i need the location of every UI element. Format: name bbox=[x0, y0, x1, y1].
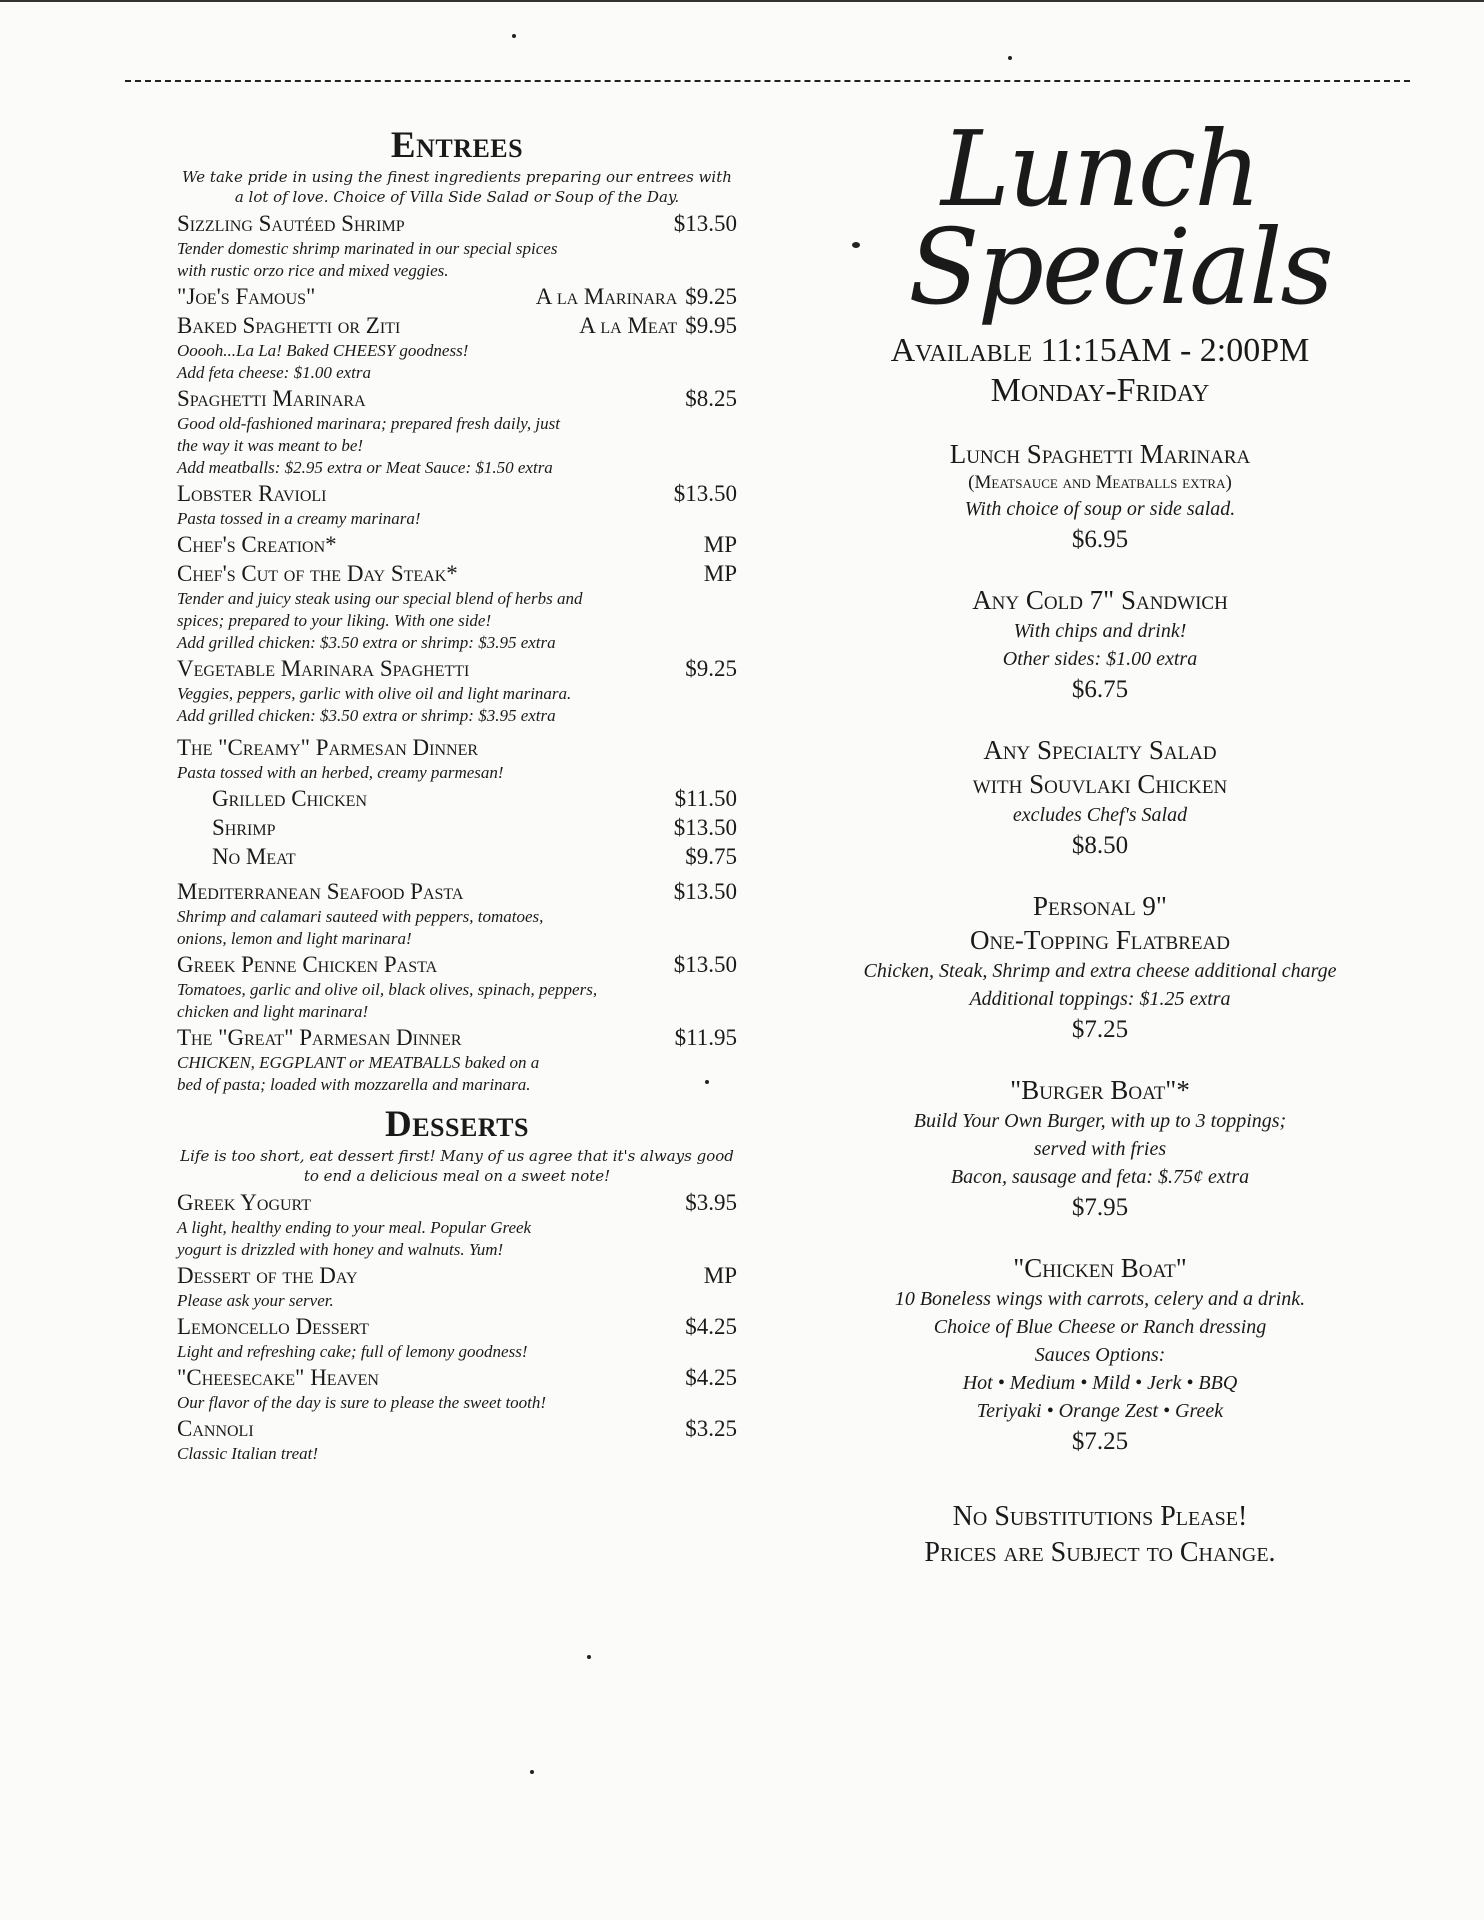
menu-item bbox=[177, 209, 737, 282]
menu-item-row bbox=[177, 654, 737, 683]
hours: Available 11:15AM - 2:00PM bbox=[890, 332, 1310, 369]
scan-speck bbox=[512, 34, 516, 38]
special-name: "Chicken Boat" bbox=[1013, 1253, 1187, 1283]
special-description: Teriyaki • Orange Zest • Greek bbox=[976, 1400, 1224, 1422]
menu-item-row bbox=[177, 1414, 737, 1443]
menu-item bbox=[177, 1023, 737, 1096]
special-name: "Burger Boat"* bbox=[1010, 1075, 1190, 1105]
menu-item-price: $13.50 bbox=[673, 481, 737, 506]
entrees-title: Entrees bbox=[390, 125, 524, 166]
menu-item-row bbox=[177, 1188, 737, 1217]
menu-item-name: The "Great" Parmesan Dinner bbox=[177, 1025, 462, 1050]
menu-item-description: CHICKEN, EGGPLANT or MEATBALLS baked on a bbox=[177, 1053, 540, 1072]
special-description: 10 Boneless wings with carrots, celery and a drink. bbox=[894, 1288, 1306, 1310]
menu-item-name: "Cheesecake" Heaven bbox=[177, 1365, 379, 1390]
menu-item-price: $13.50 bbox=[673, 211, 737, 236]
menu-item-description: yogurt is drizzled with honey and walnuts. Yum! bbox=[177, 1240, 504, 1259]
closing-notice bbox=[820, 1499, 1380, 1571]
special-name: Any Specialty Salad bbox=[983, 735, 1217, 765]
right-column bbox=[820, 108, 1380, 1571]
menu-item-description: A light, healthy ending to your meal. Popular Greek bbox=[177, 1218, 532, 1237]
desserts-title: Desserts bbox=[385, 1104, 529, 1145]
lunch-special bbox=[820, 437, 1380, 557]
menu-item-name: Shrimp bbox=[212, 815, 276, 840]
title-line-lunch: Lunch bbox=[940, 108, 1260, 230]
special-price: $7.25 bbox=[1071, 1428, 1129, 1455]
special-name: Personal 9" bbox=[1033, 891, 1167, 921]
lunch-special bbox=[820, 889, 1380, 1047]
lunch-special bbox=[820, 583, 1380, 707]
menu-item-price: $9.25 bbox=[685, 284, 737, 309]
special-price: $8.50 bbox=[1071, 832, 1129, 859]
menu-item-row bbox=[177, 1363, 737, 1392]
menu-item-name: Lemoncello Dessert bbox=[177, 1314, 369, 1339]
menu-item bbox=[177, 1188, 737, 1261]
scan-speck bbox=[587, 1655, 591, 1659]
menu-item-name: Greek Yogurt bbox=[177, 1190, 312, 1215]
special-name: Any Cold 7" Sandwich bbox=[972, 585, 1228, 615]
menu-item bbox=[177, 530, 737, 559]
special-description: served with fries bbox=[1033, 1138, 1167, 1160]
menu-item-name: Sizzling Sautéed Shrimp bbox=[177, 211, 405, 236]
special-description: Other sides: $1.00 extra bbox=[1002, 648, 1198, 670]
menu-item-name: No Meat bbox=[212, 844, 296, 869]
menu-item bbox=[177, 282, 737, 311]
special-note: (Meatsauce and Meatballs extra) bbox=[968, 472, 1232, 493]
title-line-specials: Specials bbox=[908, 206, 1332, 328]
special-description: Choice of Blue Cheese or Ranch dressing bbox=[933, 1316, 1267, 1338]
lunch-special bbox=[820, 1251, 1380, 1459]
special-price: $6.75 bbox=[1071, 676, 1129, 703]
menu-item bbox=[177, 384, 737, 479]
special-name: with Souvlaki Chicken bbox=[972, 769, 1228, 799]
menu-item-description: chicken and light marinara! bbox=[177, 1002, 369, 1021]
days: Monday-Friday bbox=[990, 372, 1210, 409]
special-description: With choice of soup or side salad. bbox=[964, 498, 1236, 520]
menu-item-price: $13.50 bbox=[673, 952, 737, 977]
special-name: One-Topping Flatbread bbox=[970, 925, 1230, 955]
menu-item-row bbox=[177, 733, 737, 762]
special-description: Chicken, Steak, Shrimp and extra cheese additional charge bbox=[863, 960, 1337, 982]
menu-item bbox=[177, 559, 737, 654]
menu-item-price: $9.25 bbox=[685, 656, 737, 681]
menu-item-description: Add feta cheese: $1.00 extra bbox=[177, 363, 372, 382]
menu-item-description: Tender domestic shrimp marinated in our special spices bbox=[177, 239, 558, 258]
menu-item bbox=[177, 842, 737, 871]
menu-item-row bbox=[177, 530, 737, 559]
menu-item-name: Spaghetti Marinara bbox=[177, 386, 366, 411]
menu-item-description: Pasta tossed in a creamy marinara! bbox=[177, 509, 421, 528]
menu-item-price: $11.50 bbox=[674, 786, 737, 811]
menu-item bbox=[177, 733, 737, 784]
menu-item-description: Tomatoes, garlic and olive oil, black olives, spinach, peppers, bbox=[177, 980, 598, 999]
menu-item-description: onions, lemon and light marinara! bbox=[177, 929, 412, 948]
menu-item-row bbox=[212, 784, 737, 813]
menu-item-description: Pasta tossed with an herbed, creamy parmesan! bbox=[177, 763, 504, 782]
special-price: $6.95 bbox=[1071, 526, 1129, 553]
closing-line: No Substitutions Please! bbox=[952, 1501, 1248, 1532]
menu-item-description: with rustic orzo rice and mixed veggies. bbox=[177, 261, 449, 280]
lunch-special bbox=[820, 1073, 1380, 1225]
menu-item-price: $13.50 bbox=[673, 879, 737, 904]
menu-item-row bbox=[177, 1023, 737, 1052]
menu-item bbox=[177, 877, 737, 950]
menu-item-description: Light and refreshing cake; full of lemony goodness! bbox=[177, 1342, 528, 1361]
menu-item-name: The "Creamy" Parmesan Dinner bbox=[177, 735, 479, 760]
menu-item-price: MP bbox=[703, 561, 737, 586]
top-border bbox=[0, 0, 1484, 2]
menu-item-row bbox=[177, 282, 737, 311]
page-divider bbox=[125, 80, 1410, 82]
lunch-special bbox=[820, 733, 1380, 863]
menu-item-name: Lobster Ravioli bbox=[177, 481, 327, 506]
menu-item-row bbox=[177, 311, 737, 340]
menu-item-price: MP bbox=[703, 1263, 737, 1288]
special-name: Lunch Spaghetti Marinara bbox=[949, 439, 1251, 469]
menu-item bbox=[177, 311, 737, 384]
menu-item-name: Chef's Creation* bbox=[177, 532, 337, 557]
menu-item-row bbox=[177, 384, 737, 413]
menu-item-price: $9.95 bbox=[685, 313, 737, 338]
menu-item-row bbox=[177, 559, 737, 588]
special-price: $7.95 bbox=[1071, 1194, 1129, 1221]
menu-item bbox=[177, 1261, 737, 1312]
special-description: Build Your Own Burger, with up to 3 toppings; bbox=[913, 1110, 1287, 1132]
menu-item bbox=[177, 950, 737, 1023]
desserts-list bbox=[177, 1188, 737, 1465]
menu-item-name: Mediterranean Seafood Pasta bbox=[177, 879, 464, 904]
entrees-subtitle: We take pride in using the finest ingredients preparing our entrees with a lot of love. Choice of Villa Side Salad or Soup of the Day. bbox=[182, 168, 732, 206]
menu-item-price: $13.50 bbox=[673, 815, 737, 840]
menu-item-description: Add meatballs: $2.95 extra or Meat Sauce: $1.50 extra bbox=[177, 458, 553, 477]
menu-item bbox=[177, 1414, 737, 1465]
menu-item-price: $3.25 bbox=[685, 1416, 737, 1441]
special-description: Bacon, sausage and feta: $.75¢ extra bbox=[950, 1166, 1250, 1188]
menu-item-option: A la Marinara bbox=[535, 284, 678, 309]
menu-item-price: $4.25 bbox=[685, 1314, 737, 1339]
menu-item-name: Baked Spaghetti or Ziti bbox=[177, 313, 401, 338]
menu-item-row bbox=[177, 209, 737, 238]
menu-item-description: Veggies, peppers, garlic with olive oil and light marinara. bbox=[177, 684, 572, 703]
menu-item-price: MP bbox=[703, 532, 737, 557]
menu-item-description: Our flavor of the day is sure to please the sweet tooth! bbox=[177, 1393, 547, 1412]
menu-item bbox=[177, 813, 737, 842]
menu-item bbox=[177, 784, 737, 813]
menu-item-description: Good old-fashioned marinara; prepared fresh daily, just bbox=[177, 414, 560, 433]
menu-item-row bbox=[177, 1261, 737, 1290]
menu-item-description: Add grilled chicken: $3.50 extra or shrimp: $3.95 extra bbox=[177, 633, 556, 652]
menu-item-name: Grilled Chicken bbox=[212, 786, 368, 811]
menu-item bbox=[177, 654, 737, 727]
menu-item-row bbox=[177, 877, 737, 906]
menu-item-price: $3.95 bbox=[685, 1190, 737, 1215]
menu-item-row bbox=[177, 950, 737, 979]
menu-item-name: Vegetable Marinara Spaghetti bbox=[177, 656, 470, 681]
menu-item-description: Add grilled chicken: $3.50 extra or shrimp: $3.95 extra bbox=[177, 706, 556, 725]
menu-item-name: Dessert of the Day bbox=[177, 1263, 358, 1288]
menu-item-description: bed of pasta; loaded with mozzarella and marinara. bbox=[177, 1075, 531, 1094]
menu-item-description: spices; prepared to your liking. With one side! bbox=[177, 611, 492, 630]
special-description: With chips and drink! bbox=[1013, 620, 1187, 642]
menu-item-description: the way it was meant to be! bbox=[177, 436, 364, 455]
menu-item-description: Please ask your server. bbox=[177, 1291, 334, 1310]
menu-item bbox=[177, 1312, 737, 1363]
menu-item-price: $8.25 bbox=[685, 386, 737, 411]
menu-item-price: $9.75 bbox=[685, 844, 737, 869]
special-description: excludes Chef's Salad bbox=[1012, 804, 1188, 826]
left-column bbox=[177, 125, 737, 1465]
menu-item-name: Greek Penne Chicken Pasta bbox=[177, 952, 438, 977]
menu-item-price: $4.25 bbox=[685, 1365, 737, 1390]
menu-item-option: A la Meat bbox=[579, 313, 678, 338]
menu-item-name: "Joe's Famous" bbox=[177, 284, 316, 309]
menu-item bbox=[177, 1363, 737, 1414]
menu-item-row bbox=[177, 1312, 737, 1341]
menu-item-row bbox=[212, 842, 737, 871]
special-description: Additional toppings: $1.25 extra bbox=[969, 988, 1231, 1010]
special-price: $7.25 bbox=[1071, 1016, 1129, 1043]
menu-item bbox=[177, 479, 737, 530]
desserts-subtitle: Life is too short, eat dessert first! Many of us agree that it's always good to end a delicious meal on a sweet note! bbox=[180, 1147, 734, 1185]
special-description: Hot • Medium • Mild • Jerk • BBQ bbox=[962, 1372, 1238, 1394]
lunch-specials-title bbox=[820, 108, 1380, 328]
entrees-list bbox=[177, 209, 737, 1096]
menu-item-description: Classic Italian treat! bbox=[177, 1444, 319, 1463]
menu-item-name: Cannoli bbox=[177, 1416, 254, 1441]
special-description: Sauces Options: bbox=[1034, 1344, 1166, 1366]
menu-item-description: Tender and juicy steak using our special blend of herbs and bbox=[177, 589, 583, 608]
menu-item-name: Chef's Cut of the Day Steak* bbox=[177, 561, 458, 586]
specials-list bbox=[820, 437, 1380, 1459]
menu-item-description: Ooooh...La La! Baked CHEESY goodness! bbox=[177, 341, 469, 360]
menu-item-price: $11.95 bbox=[674, 1025, 737, 1050]
scan-speck bbox=[1008, 56, 1012, 60]
scan-speck bbox=[530, 1770, 534, 1774]
closing-line: Prices are Subject to Change. bbox=[924, 1537, 1276, 1568]
menu-item-row bbox=[177, 479, 737, 508]
menu-item-description: Shrimp and calamari sauteed with peppers, tomatoes, bbox=[177, 907, 544, 926]
menu-item-row bbox=[212, 813, 737, 842]
